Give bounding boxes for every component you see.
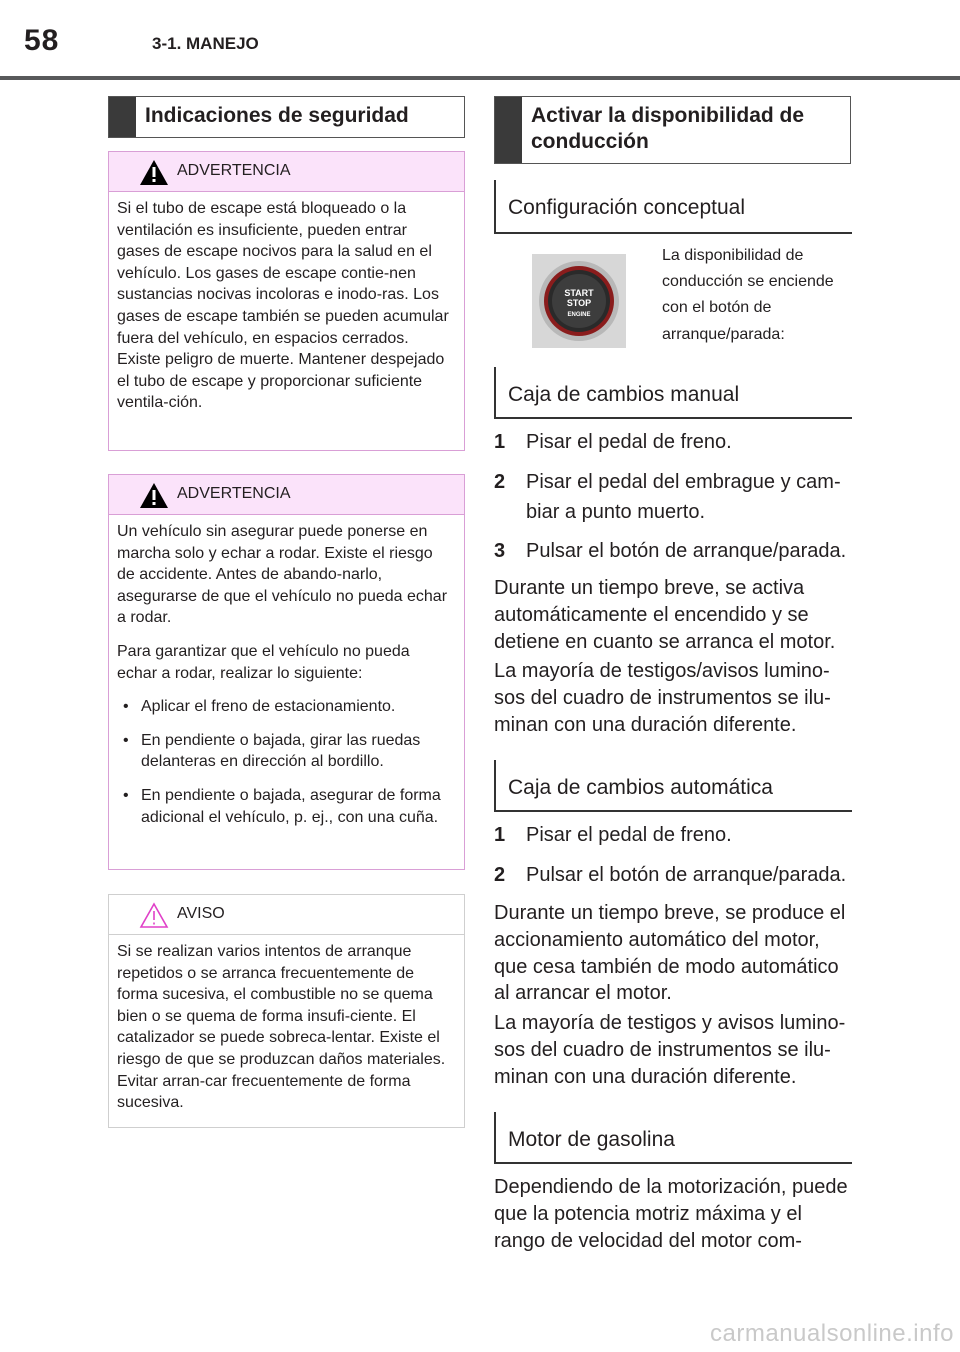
bullet-mark: • — [123, 786, 129, 804]
warning-paragraph: Un vehículo sin asegurar puede ponerse en marcha solo y echar a rodar. Existe el riesgo de accidente. Antes de abando-narlo, asegurarse de que el vehículo no pueda echar a rodar. — [117, 523, 448, 627]
page-header — [0, 0, 960, 80]
gasoline-paragraph: Dependiendo de la motorización, puede que la potencia motriz máxima y el rango de velocidad del motor com- — [494, 1176, 848, 1252]
subheading-text: Motor de gasolina — [508, 1128, 675, 1151]
manual-step-3 — [494, 536, 854, 566]
subheading-gasoline — [494, 1112, 852, 1164]
list-item — [117, 785, 454, 828]
subheading-text: Configuración conceptual — [508, 196, 745, 219]
step-text: Pisar el pedal del embrague y cam-biar a punto muerto. — [526, 471, 841, 523]
subheading-automatic — [494, 760, 852, 812]
warning-triangle-icon — [139, 159, 169, 186]
manual-paragraph-1: Durante un tiempo breve, se activa automáticamente el encendido y se detiene en cuanto se arranca el motor. — [494, 577, 836, 653]
subheading-manual — [494, 367, 852, 419]
step-text: Pisar el pedal de freno. — [526, 431, 732, 453]
warning-triangle-icon — [139, 482, 169, 509]
section-title: 3-1. MANEJO — [152, 34, 259, 53]
warning-text — [117, 198, 454, 426]
notice-triangle-icon — [139, 902, 169, 929]
button-text-start: START — [564, 288, 594, 298]
step-number: 1 — [494, 431, 506, 453]
manual-paragraph-2: La mayoría de testigos/avisos lumino-sos del cuadro de instrumentos se ilu-minan con una duración diferente. — [494, 660, 831, 736]
button-text-engine: ENGINE — [567, 312, 591, 318]
automatic-paragraph-2: La mayoría de testigos y avisos lumino-sos del cuadro de instrumentos se ilu-minan con una duración diferente. — [494, 1012, 846, 1088]
warning-header — [109, 152, 464, 192]
list-item — [117, 696, 454, 718]
header-rule — [0, 76, 960, 80]
warning-box-rolling — [108, 474, 465, 870]
warning-paragraph: Si el tubo de escape está bloqueado o la ventilación es insuficiente, pueden entrar gases de escape nocivos para la salud en el vehículo. Los gases de escape contie-nen sustancias nocivas incoloras e inodo-ras. Los gases de escape también se pueden acumular fuera del vehículo, en espacios cerrados. Existe peligro de muerte. Mantener despejado el tubo de escape y proporcionar suficiente ventila-ción. — [117, 200, 449, 412]
image-caption: La disponibilidad de conducción se enciende con el botón de arranque/parada: — [662, 247, 834, 343]
bullet-mark: • — [123, 731, 129, 749]
driving-readiness-heading-box — [494, 96, 851, 164]
automatic-step-2 — [494, 860, 854, 890]
warning-label: ADVERTENCIA — [177, 485, 291, 502]
automatic-paragraph-1: Durante un tiempo breve, se produce el accionamiento automático del motor, que cesa también de modo automático al arrancar el motor. — [494, 902, 846, 1005]
driving-readiness-heading: Activar la disponibilidad de conducción — [531, 104, 805, 153]
notice-label: AVISO — [177, 905, 225, 922]
warning-header — [109, 475, 464, 515]
step-text: Pulsar el botón de arranque/parada. — [526, 540, 847, 562]
list-item-text: En pendiente o bajada, girar las ruedas delanteras en dirección al bordillo. — [141, 731, 421, 771]
button-text-stop: STOP — [566, 298, 592, 308]
watermark: carmanualsonline.info — [710, 1320, 954, 1347]
step-text: Pulsar el botón de arranque/parada. — [526, 864, 847, 886]
step-number: 1 — [494, 824, 506, 846]
warning-text — [117, 521, 454, 840]
subheading-concept — [494, 180, 852, 234]
safety-heading: Indicaciones de seguridad — [145, 104, 409, 127]
notice-header — [109, 895, 464, 935]
warning-paragraph: Para garantizar que el vehículo no pueda echar a rodar, realizar lo siguiente: — [117, 642, 410, 682]
step-number: 2 — [494, 864, 506, 886]
notice-box — [108, 894, 465, 1128]
heading-bar — [495, 97, 522, 163]
automatic-step-1 — [494, 820, 854, 850]
start-stop-button-image — [532, 254, 626, 348]
warning-label: ADVERTENCIA — [177, 162, 291, 179]
manual-step-1 — [494, 427, 854, 457]
heading-bar — [109, 97, 136, 137]
subheading-text: Caja de cambios manual — [508, 383, 740, 406]
step-number: 2 — [494, 471, 506, 493]
list-item — [117, 730, 454, 773]
safety-heading-box — [108, 96, 465, 138]
page-number: 58 — [24, 24, 60, 57]
warning-box-exhaust — [108, 151, 465, 451]
list-item-text: Aplicar el freno de estacionamiento. — [141, 698, 396, 716]
notice-text: Si se realizan varios intentos de arranque repetidos o se arranca frecuentemente de forma sucesiva, el combustible no se quema bien o se quema de forma insufi-ciente. El catalizador se puede sobreca-lentar. Existe el riesgo de que se produzcan daños materiales. Evitar arran-car frecuentemente de forma sucesiva. — [117, 943, 446, 1112]
manual-step-2 — [494, 467, 854, 527]
bullet-mark: • — [123, 698, 129, 716]
step-text: Pisar el pedal de freno. — [526, 824, 732, 846]
subheading-text: Caja de cambios automática — [508, 776, 773, 799]
step-number: 3 — [494, 540, 506, 562]
list-item-text: En pendiente o bajada, asegurar de forma adicional el vehículo, p. ej., con una cuña. — [141, 786, 441, 826]
